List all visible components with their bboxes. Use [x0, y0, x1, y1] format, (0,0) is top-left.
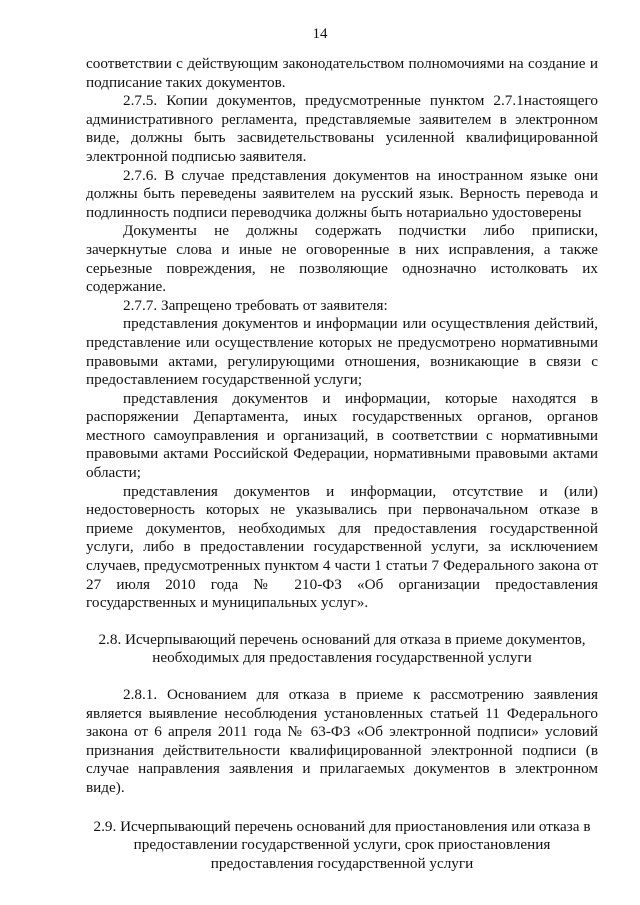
paragraph-list-item-3: представления документов и информации, отсутствие и (или) недостоверность которых не указывались при первоначальном отказе в приеме документов, необходимых для предоставления государственной услуги, либо в предоставлении государственной услуги, за исключением случаев, предусмотренных пунктом 4 части 1 статьи 7 Федерального закона от 27 июля 2010 года № 210-ФЗ «Об организации предоставления государственных и муниципальных услуг».: [86, 482, 598, 612]
paragraph-2-7-7: 2.7.7. Запрещено требовать от заявителя:: [123, 296, 388, 314]
paragraph-documents-requirements: Документы не должны содержать подчистки либо приписки, зачеркнутые слова и иные не оговоренные в них исправления, а также серьезные повреждения, не позволяющие однозначно истолковать их содержание.: [86, 222, 598, 296]
section-heading-2-9: 2.9. Исчерпывающий перечень оснований для приостановления или отказа в предоставлении государственной услуги, срок приостановления предоставления государственной услуги: [93, 817, 591, 872]
paragraph-list-item-2: представления документов и информации, которые находятся в распоряжении Департамента, иных государственных органов, органов местного самоуправления и организаций, в соответствии с нормативными правовыми актами Российской Федерации, нормативными правовыми актами области;: [86, 389, 598, 482]
page-number: 14: [312, 26, 328, 42]
paragraph-2-8-1: 2.8.1. Основанием для отказа в приеме к рассмотрению заявления является выявление несоблюдения установленных статьей 11 Федерального закона от 6 апреля 2011 года № 63-ФЗ «Об электронной подписи» условий признания действительности квалифицированной электронной подписи (в случае направления заявления и прилагаемых документов в электронном виде).: [86, 686, 598, 796]
paragraph-2-7-6: 2.7.6. В случае представления документов на иностранном языке они должны быть переведены заявителем на русский язык. Верность перевода и подлинность подписи переводчика должны быть нотариально удостоверены: [86, 166, 598, 221]
paragraph-2-7-5: 2.7.5. Копии документов, предусмотренные пунктом 2.7.1настоящего административного регламента, представляемые заявителем в электронном виде, должны быть засвидетельствованы усиленной квалифицированной электронной подписью заявителя.: [86, 92, 598, 165]
document-body: [86, 55, 598, 873]
paragraph-list-item-1: представления документов и информации или осуществления действий, представление или осуществление которых не предусмотрено нормативными правовыми актами, регулирующими отношения, возникающие в связи с предоставлением государственной услуги;: [86, 315, 598, 389]
paragraph-continuation: соответствии с действующим законодательством полномочиями на создание и подписание таких документов.: [86, 55, 598, 91]
section-heading-2-8: 2.8. Исчерпывающий перечень оснований для отказа в приеме документов, необходимых для предоставления государственной услуги: [98, 630, 586, 667]
